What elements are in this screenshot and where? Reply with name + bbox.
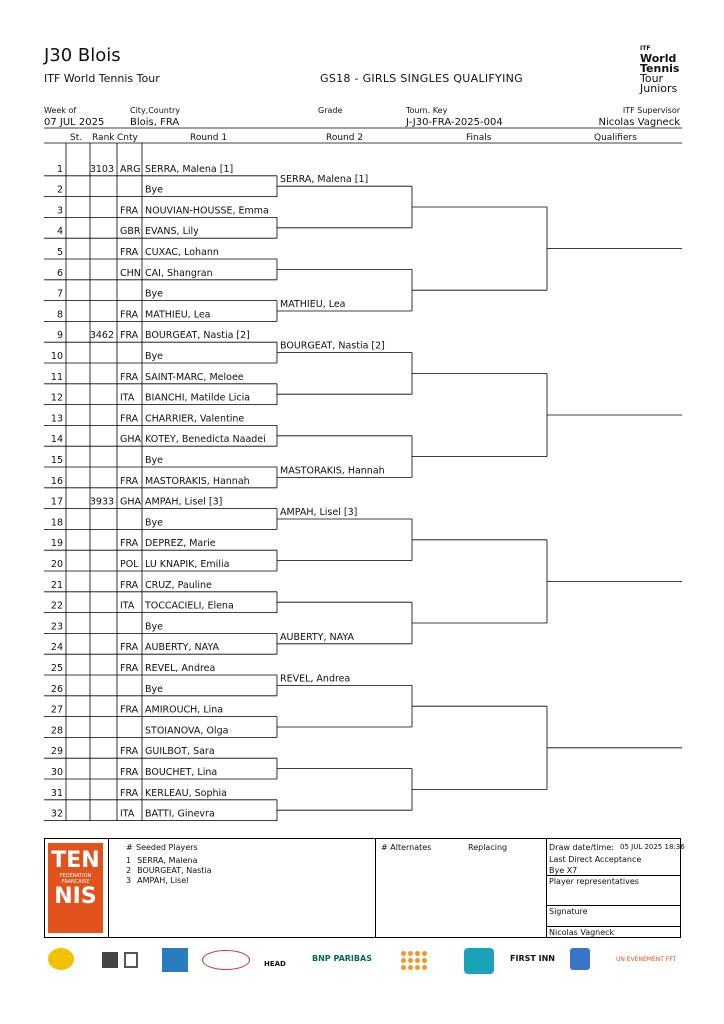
player-name: TOCCACIELI, Elena	[145, 600, 234, 612]
draw-position: 18	[50, 517, 63, 529]
key-label: Tourn. Key	[406, 106, 448, 115]
player-name: CHARRIER, Valentine	[145, 413, 245, 425]
player-country: FRA	[120, 787, 139, 799]
sponsor-wave-logo	[464, 948, 494, 974]
player-name: Bye	[145, 351, 163, 362]
seed-name: AMPAH, Lisel	[137, 876, 189, 885]
draw-position: 15	[50, 455, 63, 466]
draw-position: 16	[50, 475, 63, 487]
tour-name: ITF World Tennis Tour	[44, 72, 160, 85]
round2-winner: BOURGEAT, Nastia [2]	[280, 340, 385, 352]
player-country: FRA	[120, 746, 139, 758]
player-country: ITA	[120, 392, 135, 404]
loir-et-cher-logo	[162, 948, 188, 972]
key-value: J-J30-FRA-2025-004	[406, 117, 503, 128]
player-country: FRA	[120, 371, 139, 383]
draw-position: 30	[50, 767, 63, 778]
draw-position: 3	[56, 205, 63, 217]
player-rank: 3462	[89, 330, 114, 342]
draw-position: 9	[56, 330, 63, 342]
replacing-label: Replacing	[468, 843, 508, 852]
player-country: POL	[120, 559, 139, 570]
draw-position: 31	[50, 787, 63, 799]
player-name: Bye	[145, 621, 163, 633]
player-name: Bye	[145, 288, 163, 300]
draw-position: 28	[50, 725, 63, 737]
draw-position: 13	[50, 413, 63, 425]
player-name: AMPAH, Lisel [3]	[145, 496, 223, 508]
draw-position: 32	[50, 808, 63, 820]
player-name: MASTORAKIS, Hannah	[145, 475, 250, 487]
seed-number: 2	[126, 866, 132, 875]
itf-juniors-logo: ITF World Tennis Tour Juniors	[640, 45, 680, 95]
player-name: BATTI, Ginevra	[145, 808, 215, 820]
player-name: MATHIEU, Lea	[145, 309, 211, 321]
player-country: ARG	[120, 163, 141, 175]
lda-value: Bye X7	[549, 866, 578, 875]
player-country: FRA	[120, 475, 139, 487]
draw-position: 22	[50, 600, 63, 612]
draw-position: 10	[50, 351, 63, 362]
draw-position: 25	[50, 663, 63, 674]
round2-winner: SERRA, Malena [1]	[280, 174, 369, 186]
seeded-player	[126, 856, 198, 865]
signature-label: Signature	[549, 907, 588, 916]
draw-position: 27	[50, 704, 63, 716]
footer-panel	[44, 838, 681, 938]
sponsor-strip	[44, 946, 684, 976]
player-name: CAI, Shangran	[145, 267, 213, 279]
player-name: BOUCHET, Lina	[145, 767, 218, 778]
fft-event-logo: UN ÉVÉNEMENT FFT	[616, 956, 677, 963]
player-country: FRA	[120, 247, 139, 258]
round2-winner: MATHIEU, Lea	[280, 299, 346, 310]
draw-position: 11	[50, 371, 63, 383]
draw-position: 17	[50, 496, 63, 508]
col-st: St.	[70, 133, 83, 143]
player-rank: 3103	[89, 163, 114, 175]
draw-position: 21	[50, 579, 63, 591]
draw-position: 2	[56, 184, 63, 196]
draw-position: 6	[56, 267, 63, 279]
player-name: Bye	[145, 455, 163, 466]
round2-winner: AUBERTY, NAYA	[280, 631, 354, 643]
draw-position: 26	[50, 683, 63, 695]
player-country: FRA	[120, 309, 139, 321]
seeded-players-label: Seeded Players	[136, 843, 198, 852]
agglopolys-logo	[400, 950, 428, 970]
player-name: LU KNAPIK, Emilia	[145, 559, 230, 570]
player-country: ITA	[120, 808, 135, 820]
tournament-title: J30 Blois	[44, 45, 121, 66]
draw-position: 29	[50, 746, 63, 758]
player-country: CHN	[120, 267, 141, 279]
player-country: FRA	[120, 538, 139, 550]
mascot-logo	[48, 948, 74, 970]
player-name: AMIROUCH, Lina	[145, 704, 224, 716]
draw-position: 7	[56, 288, 63, 300]
player-name: Bye	[145, 683, 163, 695]
player-country: FRA	[120, 767, 139, 778]
player-name: KERLEAU, Sophia	[145, 787, 227, 799]
club-logo	[570, 948, 590, 970]
seeded-player	[126, 876, 188, 885]
player-name: SERRA, Malena [1]	[145, 163, 234, 175]
player-name: DEPREZ, Marie	[145, 538, 216, 550]
player-country: FRA	[120, 704, 139, 716]
round2-winner: MASTORAKIS, Hannah	[280, 465, 385, 477]
player-name: Bye	[145, 517, 163, 529]
round2-winner: AMPAH, Lisel [3]	[280, 507, 358, 518]
col-round2: Round 2	[326, 133, 364, 143]
round2-winner: REVEL, Andrea	[280, 673, 351, 685]
col-rank: Rank	[92, 133, 115, 143]
draw-position: 1	[56, 163, 63, 175]
sponsor-logo-square	[102, 952, 118, 968]
player-name: CUXAC, Lohann	[145, 247, 219, 258]
seeded-player	[126, 866, 212, 875]
city-value: Blois, FRA	[130, 117, 180, 128]
draw-position: 24	[50, 642, 63, 654]
first-inn-logo: FIRST INN	[510, 954, 555, 963]
player-name: SAINT-MARC, Meloee	[145, 371, 244, 383]
draw-date-value: 05 JUL 2025 18:36	[620, 843, 685, 851]
draw-position: 5	[56, 247, 63, 258]
player-country: FRA	[120, 663, 139, 674]
draw-date-label: Draw date/time:	[549, 843, 614, 852]
seed-number: 1	[126, 856, 132, 865]
player-country: FRA	[120, 413, 139, 425]
player-country: GHA	[120, 496, 142, 508]
player-name: CRUZ, Pauline	[145, 579, 212, 591]
atelier-sports-logo	[202, 950, 250, 970]
event-name: GS18 - GIRLS SINGLES QUALIFYING	[320, 72, 523, 85]
draw-position: 23	[50, 621, 63, 633]
player-country: FRA	[120, 330, 139, 342]
player-name: AUBERTY, NAYA	[145, 642, 219, 654]
player-name: EVANS, Lily	[145, 226, 199, 238]
player-name: Bye	[145, 184, 163, 196]
player-name: NOUVIAN-HOUSSE, Emma	[145, 205, 269, 217]
col-cnty: Cnty	[117, 133, 138, 143]
player-name: GUILBOT, Sara	[145, 746, 215, 758]
draw-position: 12	[50, 392, 63, 404]
lda-label: Last Direct Acceptance	[549, 855, 642, 864]
alternates-label: # Alternates	[381, 843, 432, 852]
draw-position: 8	[56, 309, 63, 321]
player-country: FRA	[120, 642, 139, 654]
player-rank: 3933	[89, 496, 114, 508]
player-name: BIANCHI, Matilde Licia	[145, 392, 251, 404]
draw-position: 4	[56, 226, 63, 238]
seeded-hash: #	[126, 843, 133, 852]
player-country: FRA	[120, 205, 139, 217]
renault-logo	[124, 952, 138, 968]
supervisor-value: Nicolas Vagneck	[598, 117, 680, 128]
supervisor-label: ITF Supervisor	[622, 106, 680, 115]
player-country: GHA	[120, 434, 142, 446]
player-country: ITA	[120, 600, 135, 612]
grade-label: Grade	[318, 106, 343, 115]
player-reps-label: Player representatives	[549, 877, 639, 886]
player-country: FRA	[120, 579, 139, 591]
seed-name: SERRA, Malena	[137, 856, 198, 865]
bnp-paribas-logo: BNP PARIBAS	[312, 954, 372, 963]
draw-position: 20	[50, 559, 63, 570]
player-name: REVEL, Andrea	[145, 663, 216, 674]
seed-name: BOURGEAT, Nastia	[137, 866, 212, 875]
city-label: City,Country	[130, 106, 181, 115]
player-name: STOIANOVA, Olga	[145, 725, 229, 737]
col-finals: Finals	[466, 133, 492, 143]
col-qualifiers: Qualifiers	[594, 133, 637, 143]
player-country: GBR	[120, 226, 141, 238]
fft-logo: TEN FEDERATION FRANCAISE NIS	[48, 843, 103, 933]
draw-position: 19	[50, 538, 63, 550]
signature-value: Nicolas Vagneck	[549, 928, 615, 937]
player-name: KOTEY, Benedicta Naadei	[145, 434, 266, 446]
col-round1: Round 1	[190, 133, 228, 143]
seed-number: 3	[126, 876, 132, 885]
head-logo: HEAD	[264, 960, 286, 968]
week-label: Week of	[44, 106, 77, 115]
player-name: BOURGEAT, Nastia [2]	[145, 330, 250, 342]
draw-position: 14	[50, 434, 63, 446]
week-value: 07 JUL 2025	[44, 117, 105, 128]
